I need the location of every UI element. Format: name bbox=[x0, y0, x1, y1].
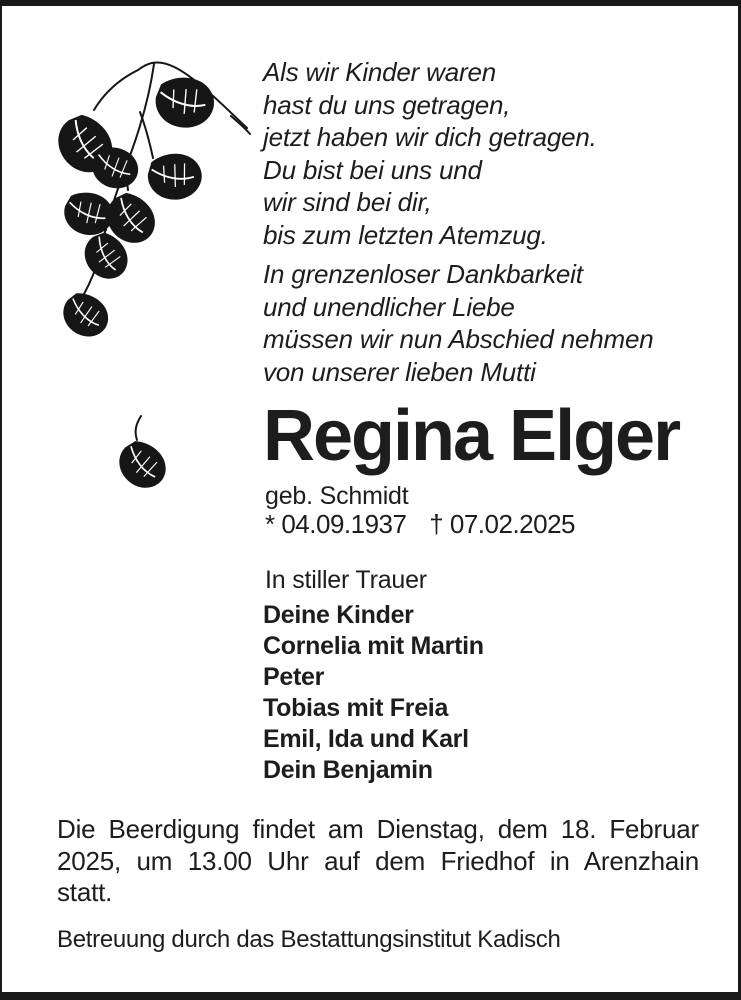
maiden-name: geb. Schmidt bbox=[265, 482, 409, 510]
announcement-line: von unserer lieben Mutti bbox=[263, 356, 536, 387]
poem-line: wir sind bei dir, bbox=[263, 187, 432, 217]
poem-line: jetzt haben wir dich getragen. bbox=[263, 122, 597, 152]
funeral-details bbox=[57, 814, 699, 909]
death-date: † 07.02.2025 bbox=[429, 509, 576, 539]
birth-date: * 04.09.1937 bbox=[265, 509, 407, 539]
poem-line: Als wir Kinder waren bbox=[263, 57, 496, 87]
announcement-line: und unendlicher Liebe bbox=[263, 291, 515, 322]
mourner-line: Tobias mit Freia bbox=[263, 694, 449, 722]
single-leaf-icon bbox=[114, 414, 184, 514]
mourning-intro: In stiller Trauer bbox=[265, 566, 427, 594]
mourner-line: Emil, Ida und Karl bbox=[263, 725, 469, 753]
funeral-line: statt. bbox=[57, 877, 113, 907]
poem-line: Du bist bei uns und bbox=[263, 154, 482, 185]
announcement-line: müssen wir nun Abschied nehmen bbox=[263, 324, 654, 354]
poem-line: hast du uns getragen, bbox=[263, 89, 511, 120]
memorial-poem bbox=[263, 56, 597, 251]
mourner-line: Peter bbox=[263, 663, 325, 691]
branch-with-leaves-icon bbox=[50, 52, 255, 352]
announcement-line: In grenzenloser Dankbarkeit bbox=[263, 259, 583, 289]
poem-line: bis zum letzten Atemzug. bbox=[263, 219, 548, 250]
announcement-text bbox=[263, 258, 653, 388]
funeral-line: 2025, um 13.00 Uhr auf dem Friedhof in Arenzhain bbox=[57, 845, 699, 876]
deceased-name: Regina Elger bbox=[263, 396, 680, 476]
funeral-line: Die Beerdigung findet am Dienstag, dem 18. Februar bbox=[57, 814, 699, 844]
life-dates bbox=[265, 509, 575, 540]
mourners-list bbox=[263, 600, 484, 786]
funeral-home-note: Betreuung durch das Bestattungsinstitut Kadisch bbox=[57, 926, 561, 953]
mourner-line: Dein Benjamin bbox=[263, 756, 433, 784]
mourner-line: Cornelia mit Martin bbox=[263, 632, 484, 660]
mourner-line: Deine Kinder bbox=[263, 601, 414, 629]
